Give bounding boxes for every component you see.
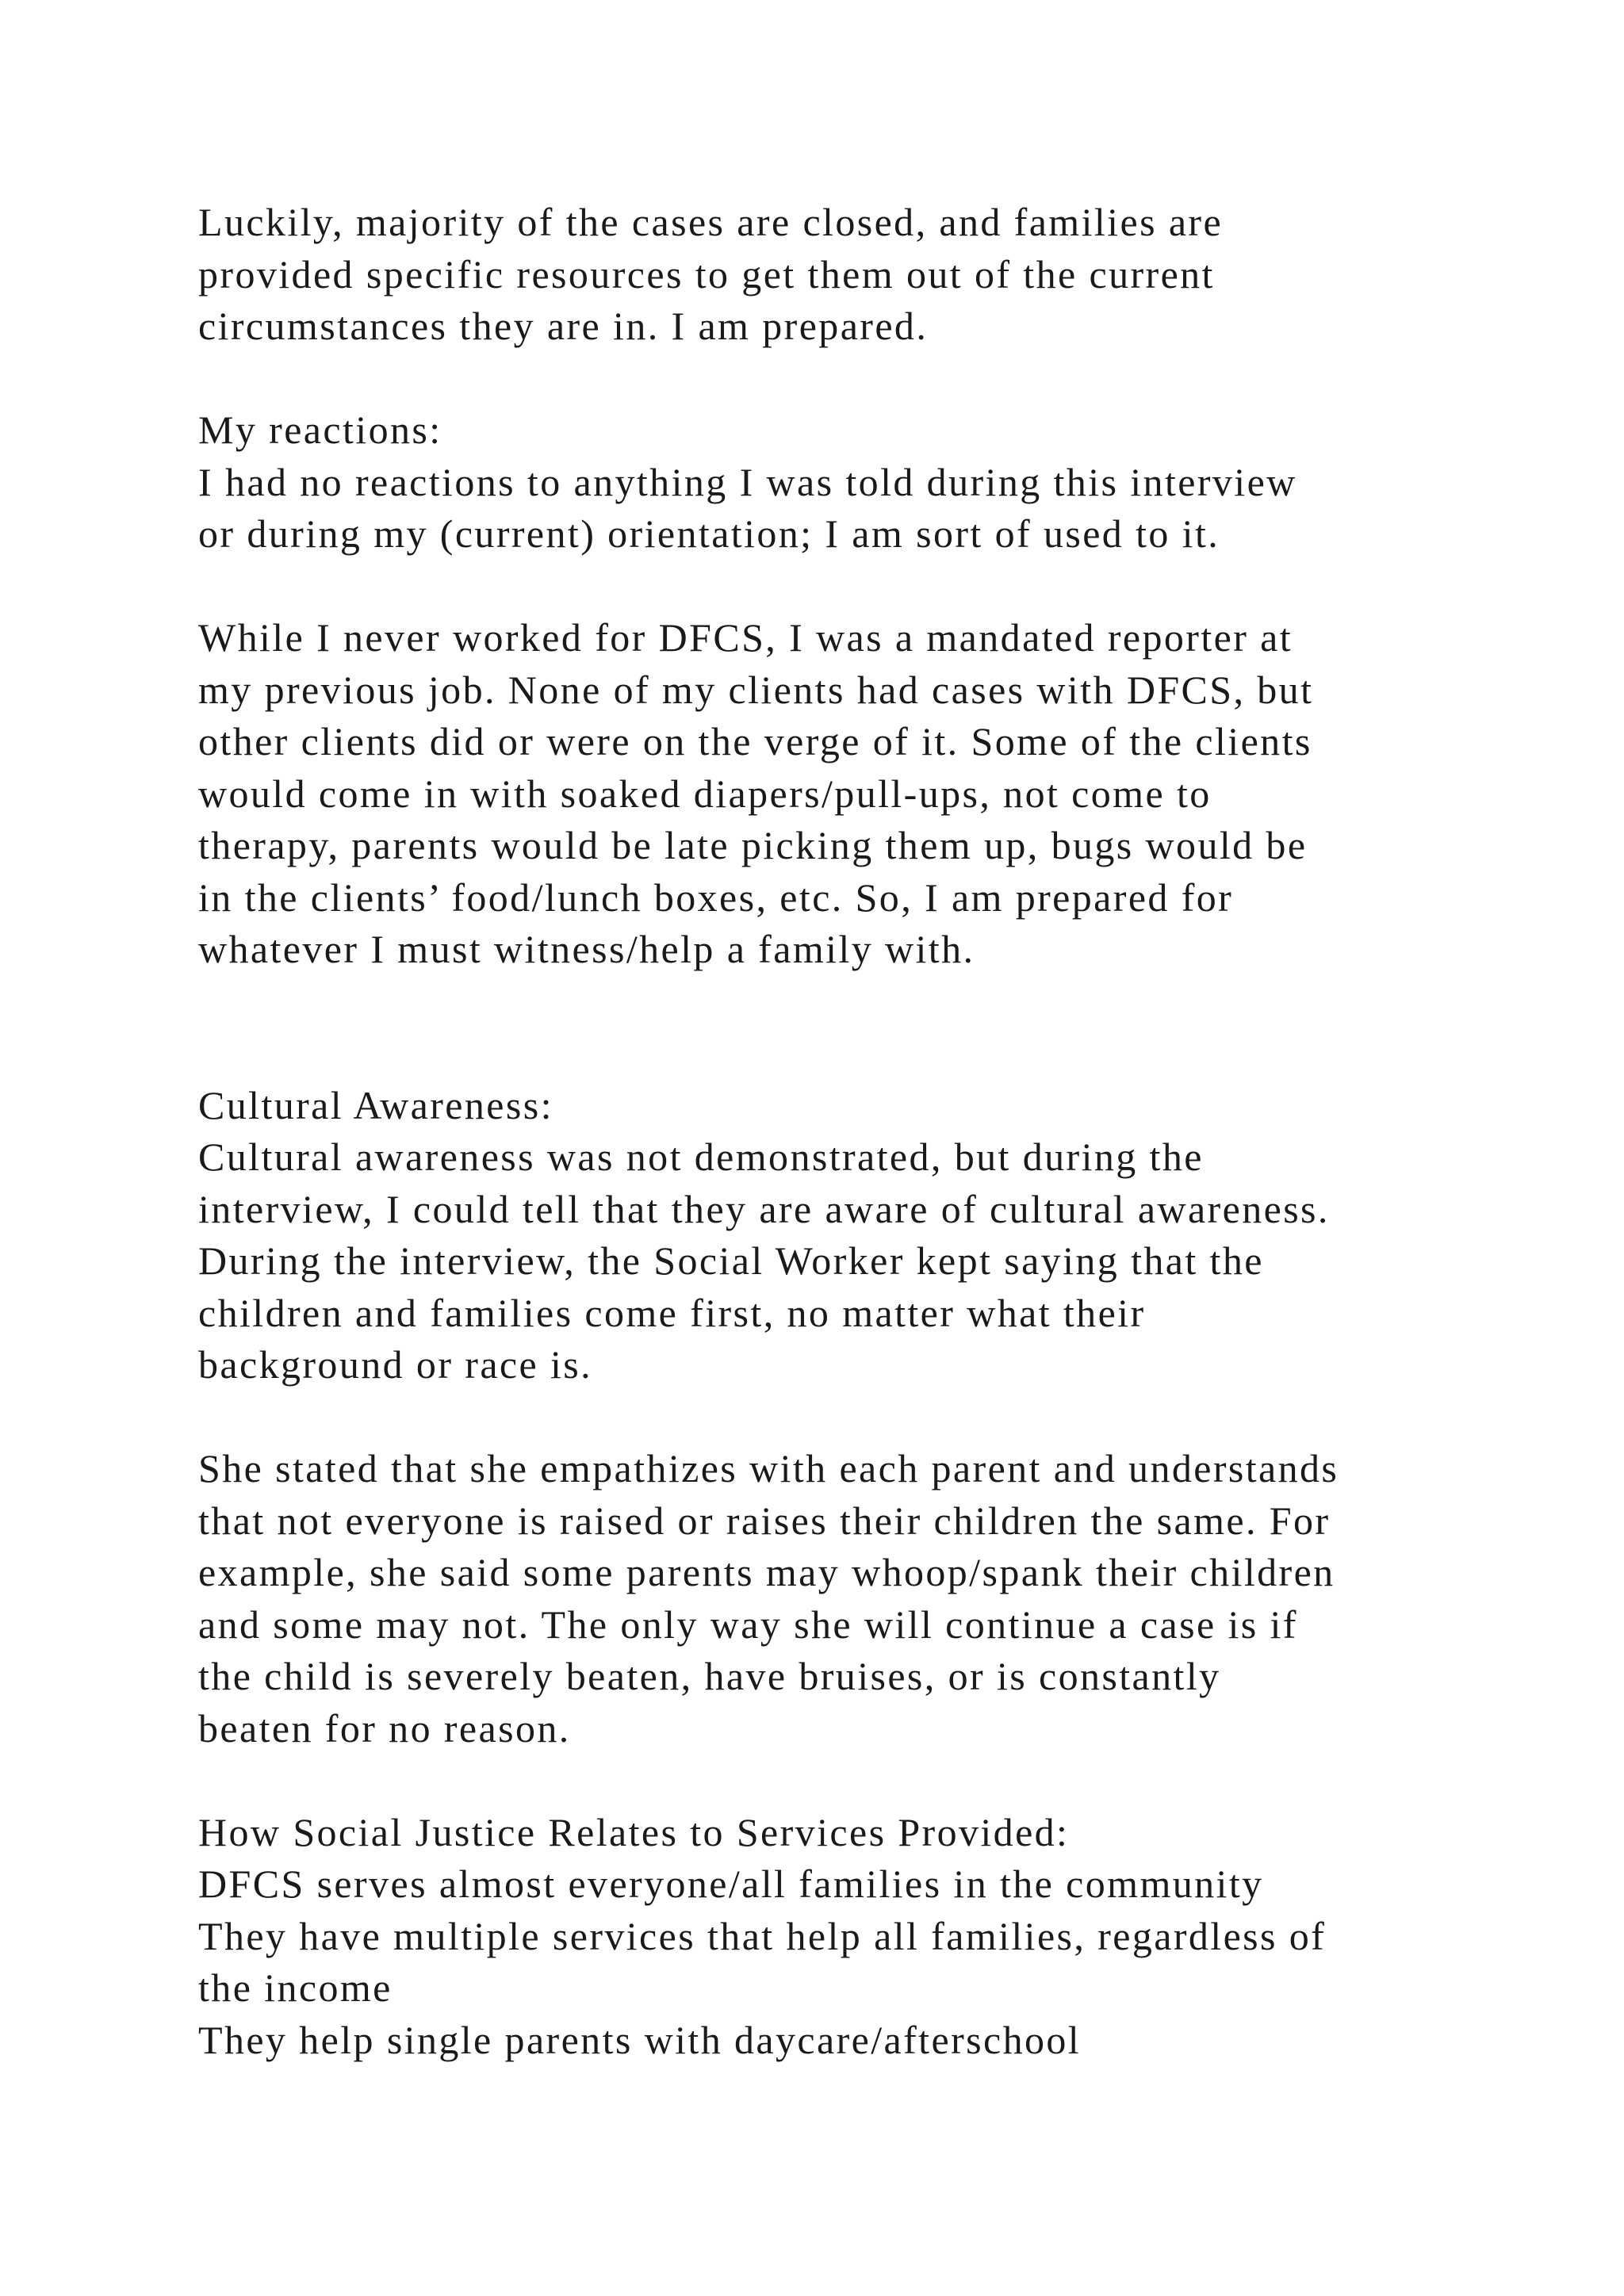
text-line: I had no reactions to anything I was told during this interview (198, 459, 1297, 504)
text-line: During the interview, the Social Worker kept saying that the (198, 1238, 1264, 1283)
section-social-justice (198, 1807, 1507, 2067)
text-line: in the clients’ food/lunch boxes, etc. So, I am prepared for (198, 874, 1234, 920)
section-heading-cultural-awareness: Cultural Awareness: (198, 1082, 553, 1127)
text-line: example, she said some parents may whoop/spank their children (198, 1550, 1335, 1594)
text-line: Luckily, majority of the cases are closed, and families are (198, 200, 1224, 244)
text-line: They have multiple services that help all families, regardless of (198, 1913, 1327, 1958)
paragraph-closed-cases (198, 197, 1507, 353)
text-line: would come in with soaked diapers/pull-ups, not come to (198, 771, 1212, 816)
text-line: children and families come first, no matter what their (198, 1290, 1146, 1335)
text-line: the child is severely beaten, have bruises, or is constantly (198, 1654, 1221, 1698)
paragraph-empathy (198, 1443, 1507, 1755)
text-line: circumstances they are in. I am prepared. (198, 304, 929, 348)
paragraph-spacer (198, 561, 1507, 613)
paragraph-spacer (198, 353, 1507, 405)
paragraph-mandated-reporter (198, 612, 1507, 976)
text-line: background or race is. (198, 1342, 593, 1387)
text-line: therapy, parents would be late picking them up, bugs would be (198, 823, 1308, 867)
text-line: interview, I could tell that they are aware of cultural awareness. (198, 1186, 1330, 1231)
text-line: She stated that she empathizes with each parent and understands (198, 1446, 1339, 1490)
text-line: and some may not. The only way she will continue a case is if (198, 1601, 1298, 1647)
text-line: or during my (current) orientation; I am sort of used to it. (198, 511, 1220, 556)
text-line: that not everyone is raised or raises their children the same. For (198, 1498, 1331, 1543)
text-line: Cultural awareness was not demonstrated, but during the (198, 1135, 1204, 1179)
section-heading-social-justice: How Social Justice Relates to Services Provided: (198, 1809, 1070, 1854)
section-heading-reactions: My reactions: (198, 408, 442, 452)
section-reactions (198, 404, 1507, 561)
section-cultural-awareness (198, 1080, 1507, 1391)
text-line: other clients did or were on the verge of it. Some of the clients (198, 719, 1312, 763)
text-line: They help single parents with daycare/afterschool (198, 2017, 1082, 2062)
paragraph-spacer (198, 1755, 1507, 1807)
document-body (198, 197, 1507, 2066)
text-line: the income (198, 1965, 393, 2010)
text-line: beaten for no reason. (198, 1705, 571, 1751)
text-line: my previous job. None of my clients had cases with DFCS, but (198, 667, 1314, 712)
text-line: While I never worked for DFCS, I was a mandated reporter at (198, 615, 1293, 660)
text-line: provided specific resources to get them out of the current (198, 251, 1215, 297)
paragraph-spacer (198, 976, 1507, 1080)
text-line: whatever I must witness/help a family with. (198, 927, 975, 971)
text-line: DFCS serves almost everyone/all families in the community (198, 1862, 1264, 1906)
paragraph-spacer (198, 1391, 1507, 1444)
